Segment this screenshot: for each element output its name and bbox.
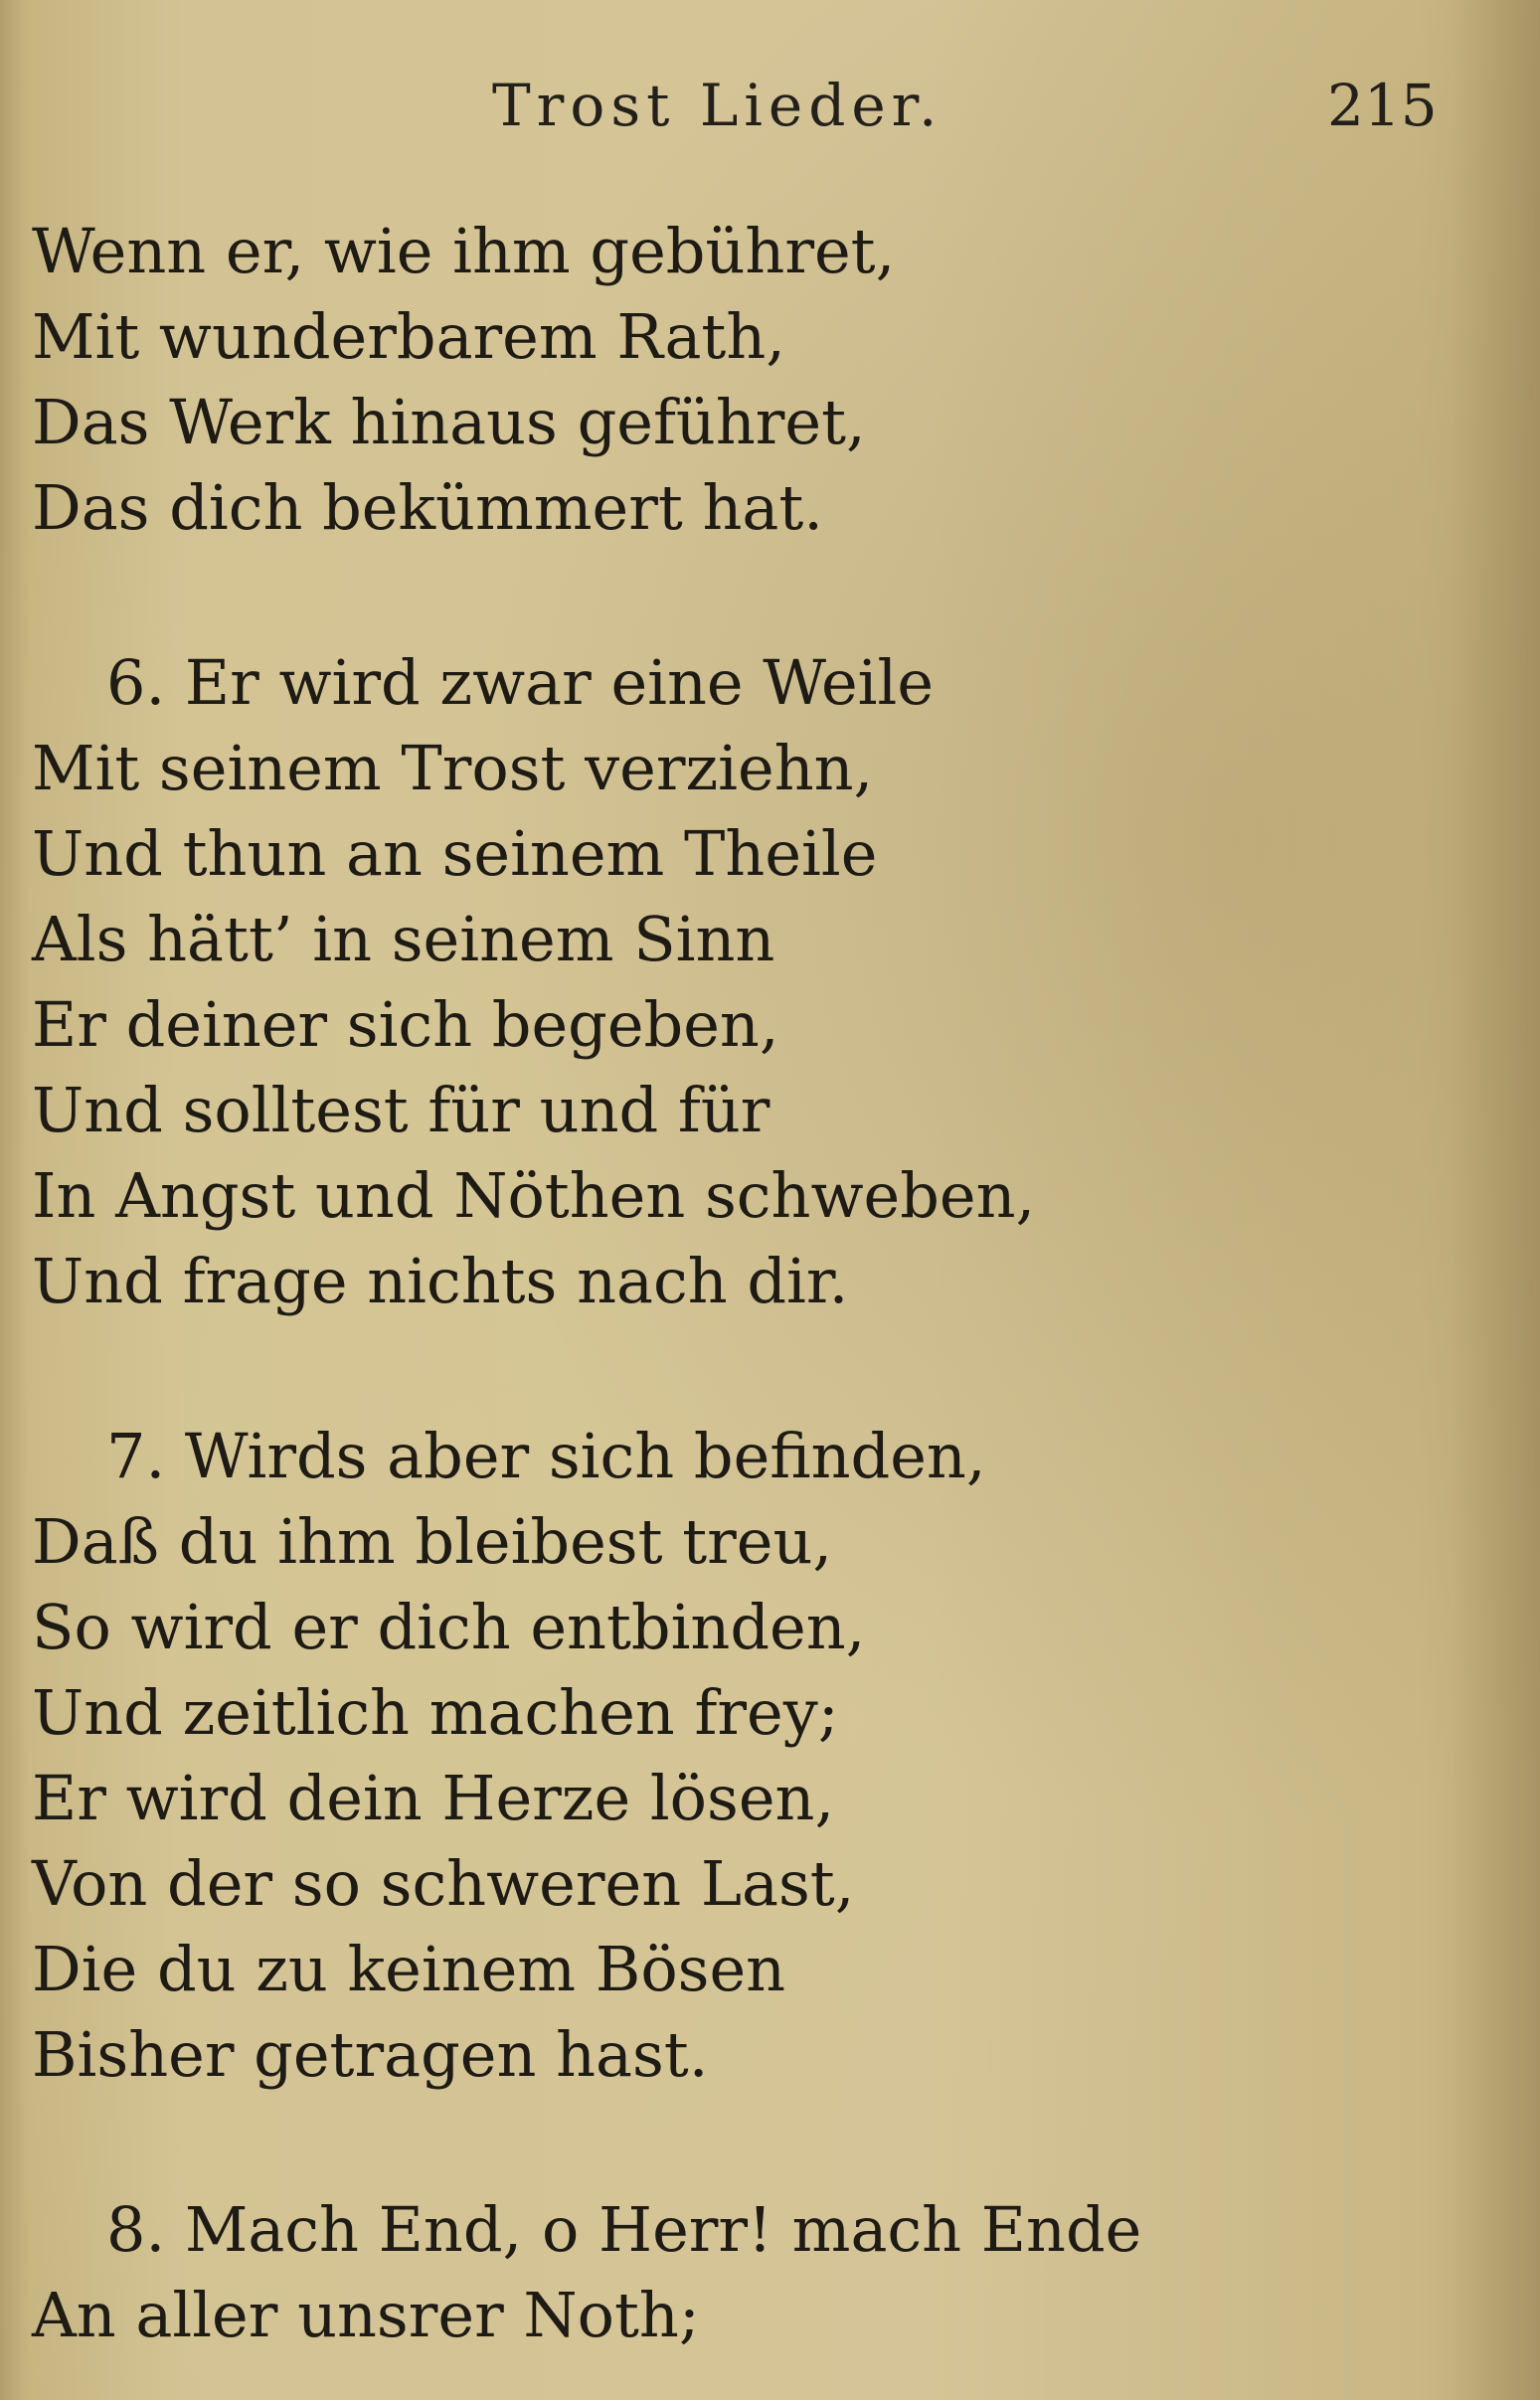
- verse-line: Von der so schweren Last,: [32, 1847, 855, 1920]
- verse-line: Als hätt’ in seinem Sinn: [32, 903, 775, 975]
- verse-line: So wird er dich entbinden,: [32, 1591, 866, 1663]
- verse-line: Mit seinem Trost verziehn,: [32, 732, 874, 804]
- stanza-gap: [32, 551, 1483, 640]
- verse-line: Wenn er, wie ihm gebühret,: [32, 215, 896, 287]
- verse-line: Die du zu keinem Bösen: [32, 1933, 786, 2005]
- verse-line: In Angst und Nöthen schweben,: [32, 1159, 1036, 1232]
- verse-line: Er deiner sich begeben,: [32, 988, 779, 1061]
- stanza: [32, 1414, 1483, 2098]
- stanza-gap: [32, 1324, 1483, 1414]
- verse-line: Er wird dein Herze lösen,: [32, 1762, 835, 1834]
- verse-line: Das Werk hinaus geführet,: [32, 386, 866, 458]
- verse-line: An aller unsrer Noth;: [32, 2279, 700, 2351]
- hymn-text: [32, 209, 1483, 2358]
- verse-line: Bisher getragen hast.: [32, 2018, 709, 2091]
- gutter-shadow: [0, 0, 30, 2400]
- verse-line: Und thun an seinem Theile: [32, 817, 878, 890]
- verse-line: 7. Wirds aber sich befinden,: [106, 1420, 986, 1492]
- stanza-gap: [32, 2098, 1483, 2187]
- verse-line: Und zeitlich machen frey;: [32, 1676, 839, 1749]
- running-head: Trost Lieder.: [492, 72, 943, 139]
- verse-line: 6. Er wird zwar eine Weile: [106, 646, 935, 719]
- verse-line: 8. Mach End, o Herr! mach Ende: [106, 2193, 1142, 2266]
- stanza: [32, 2187, 1483, 2358]
- stanza: [32, 209, 1483, 551]
- page-number: 215: [1327, 72, 1438, 139]
- verse-line: Mit wunderbarem Rath,: [32, 300, 785, 373]
- verse-line: Das dich bekümmert hat.: [32, 471, 824, 544]
- stanza: [32, 640, 1483, 1324]
- verse-line: Und solltest für und für: [32, 1074, 770, 1146]
- verse-line: Und frage nichts nach dir.: [32, 1245, 849, 1317]
- verse-line: Daß du ihm bleibest treu,: [32, 1505, 833, 1578]
